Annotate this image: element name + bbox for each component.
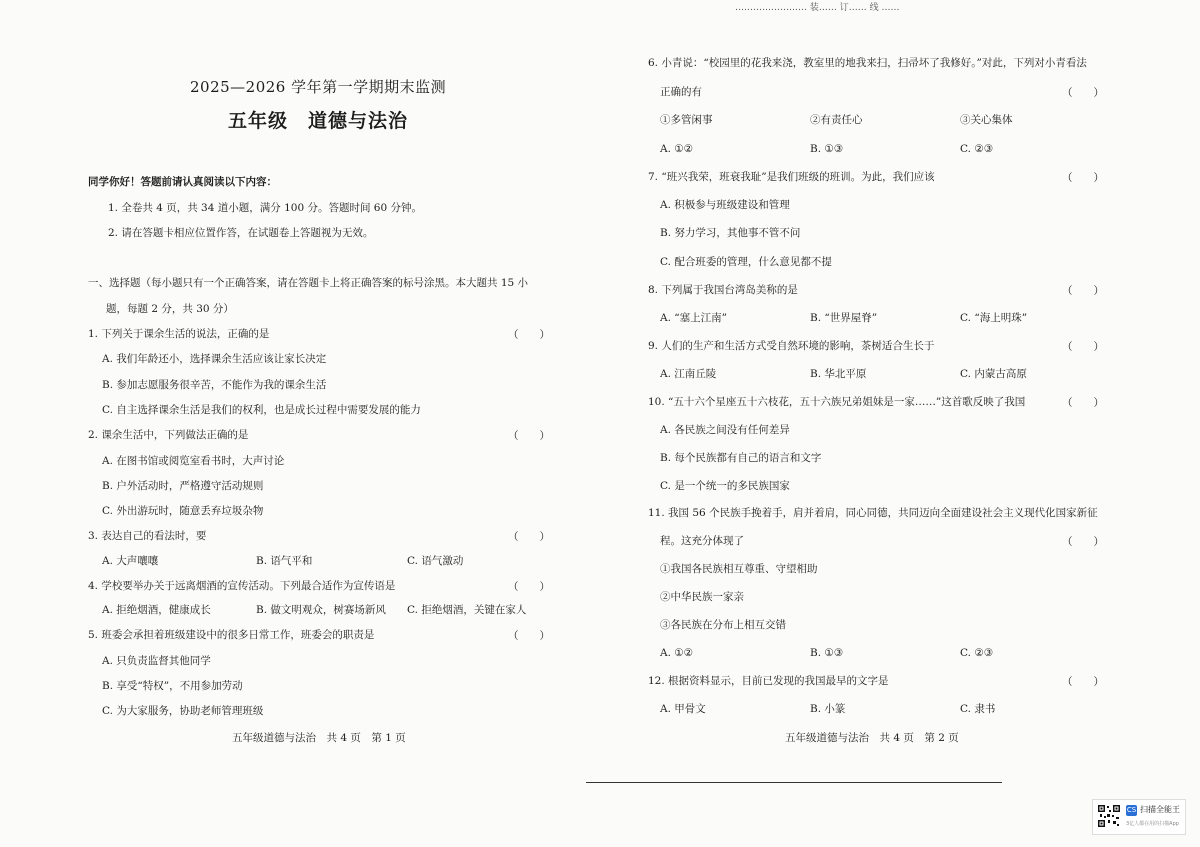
answer-bracket: （ ） <box>1062 87 1104 99</box>
greeting: 同学你好！答题前请认真阅读以下内容： <box>88 176 277 188</box>
q9-option-a: A. 江南丘陵 <box>660 368 717 380</box>
question-9-stem: 9. 人们的生产和生活方式受自然环境的影响，茶树适合生长于 <box>648 340 935 352</box>
q3-option-c: C. 语气激动 <box>407 555 464 567</box>
camscanner-logo-icon: CS <box>1126 806 1137 814</box>
q10-option-c: C. 是一个统一的多民族国家 <box>660 480 790 492</box>
q3-option-a: A. 大声嚷嚷 <box>102 555 159 567</box>
q12-option-b: B. 小篆 <box>810 703 846 715</box>
q7-option-c: C. 配合班委的管理，什么意见都不提 <box>660 256 832 268</box>
section-heading: 一、选择题（每小题只有一个正确答案，请在答题卡上将正确答案的标号涂黑。本大题共 15 小 <box>88 277 529 289</box>
question-2-stem: 2. 课余生活中，下列做法正确的是 <box>88 429 249 441</box>
scanner-watermark <box>1092 799 1186 835</box>
q8-option-b: B. “世界屋脊” <box>810 312 878 324</box>
q2-option-c: C. 外出游玩时，随意丢弃垃圾杂物 <box>102 505 264 517</box>
question-11-stem-cont: 程。这充分体现了 <box>660 535 744 547</box>
q4-option-c: C. 拒绝烟酒，关键在家人 <box>407 604 527 616</box>
q9-option-c: C. 内蒙古高原 <box>960 368 1027 380</box>
exam-subject-title: 五年级 道德与法治 <box>228 110 409 132</box>
instruction-2: 2. 请在答题卡相应位置作答，在试题卷上答题视为无效。 <box>108 227 374 239</box>
q6-statement-3: ③关心集体 <box>960 114 1013 126</box>
q11-statement-2: ②中华民族一家亲 <box>660 591 744 603</box>
question-4-stem: 4. 学校要举办关于远离烟酒的宣传活动。下列最合适作为宣传语是 <box>88 580 396 592</box>
q11-option-b: B. ①③ <box>810 647 844 659</box>
page-bottom-rule <box>586 782 1002 783</box>
question-6-stem: 6. 小青说：“校园里的花我来浇，教室里的地我来扫，扫帚坏了我修好。”对此，下列对小青看法 <box>648 57 1087 69</box>
question-10-stem: 10. “五十六个星座五十六枝花，五十六族兄弟姐妹是一家……”这首歌反映了我国 <box>648 396 1026 408</box>
answer-bracket: （ ） <box>1062 676 1104 688</box>
exam-title: 2025—2026 学年第一学期期末监测 <box>190 78 447 96</box>
q9-option-b: B. 华北平原 <box>810 368 867 380</box>
question-7-stem: 7. “班兴我荣，班衰我耻”是我们班级的班训。为此，我们应该 <box>648 171 935 183</box>
q10-option-a: A. 各民族之间没有任何差异 <box>660 424 790 436</box>
page-footer: 五年级道德与法治 共 4 页 第 2 页 <box>785 732 959 744</box>
exam-page-2 <box>600 0 1200 847</box>
scanner-tagline: 3亿人都在用的扫描App <box>1126 821 1179 827</box>
q5-option-b: B. 享受“特权”，不用参加劳动 <box>102 680 243 692</box>
instruction-1: 1. 全卷共 4 页，共 34 道小题，满分 100 分。答题时间 60 分钟。 <box>108 202 422 214</box>
answer-bracket: （ ） <box>508 430 550 442</box>
q8-option-a: A. “塞上江南” <box>660 312 727 324</box>
question-11-stem: 11. 我国 56 个民族手挽着手，肩并着肩，同心同德，共同迈向全面建设社会主义现代化国家新征 <box>648 507 1098 519</box>
q6-option-a: A. ①② <box>660 143 694 155</box>
qr-code-icon <box>1097 804 1121 828</box>
question-3-stem: 3. 表达自己的看法时，要 <box>88 530 207 542</box>
q1-option-b: B. 参加志愿服务很辛苦，不能作为我的课余生活 <box>102 379 327 391</box>
top-cut-line-fragment: …………………… 装…… 订…… 线 …… <box>735 3 900 13</box>
q1-option-c: C. 自主选择课余生活是我们的权利，也是成长过程中需要发展的能力 <box>102 404 421 416</box>
q11-option-c: C. ②③ <box>960 647 994 659</box>
answer-bracket: （ ） <box>1062 397 1104 409</box>
q7-option-a: A. 积极参与班级建设和管理 <box>660 199 790 211</box>
q5-option-a: A. 只负责监督其他同学 <box>102 655 211 667</box>
q6-option-c: C. ②③ <box>960 143 994 155</box>
q11-option-a: A. ①② <box>660 647 694 659</box>
answer-bracket: （ ） <box>508 630 550 642</box>
q3-option-b: B. 语气平和 <box>256 555 313 567</box>
q8-option-c: C. “海上明珠” <box>960 312 1028 324</box>
question-12-stem: 12. 根据资料显示，目前已发现的我国最早的文字是 <box>648 675 889 687</box>
answer-bracket: （ ） <box>1062 285 1104 297</box>
q1-option-a: A. 我们年龄还小，选择课余生活应该让家长决定 <box>102 353 327 365</box>
q10-option-b: B. 每个民族都有自己的语言和文字 <box>660 452 822 464</box>
answer-bracket: （ ） <box>1062 536 1104 548</box>
question-8-stem: 8. 下列属于我国台湾岛美称的是 <box>648 284 798 296</box>
q2-option-a: A. 在图书馆或阅览室看书时，大声讨论 <box>102 455 285 467</box>
q6-statement-2: ②有责任心 <box>810 114 863 126</box>
question-5-stem: 5. 班委会承担着班级建设中的很多日常工作，班委会的职责是 <box>88 629 375 641</box>
q12-option-c: C. 隶书 <box>960 703 996 715</box>
answer-bracket: （ ） <box>508 581 550 593</box>
q4-option-b: B. 做文明观众，树赛场新风 <box>256 604 386 616</box>
answer-bracket: （ ） <box>508 531 550 543</box>
answer-bracket: （ ） <box>1062 341 1104 353</box>
answer-bracket: （ ） <box>1062 172 1104 184</box>
q5-option-c: C. 为大家服务，协助老师管理班级 <box>102 705 264 717</box>
question-1-stem: 1. 下列关于课余生活的说法，正确的是 <box>88 328 270 340</box>
q6-option-b: B. ①③ <box>810 143 844 155</box>
q6-statement-1: ①多管闲事 <box>660 114 713 126</box>
section-heading-cont: 题，每题 2 分，共 30 分） <box>106 303 234 315</box>
answer-bracket: （ ） <box>508 329 550 341</box>
q7-option-b: B. 努力学习，其他事不管不问 <box>660 227 801 239</box>
scanner-app-name: 扫描全能王 <box>1140 805 1180 814</box>
question-6-stem-cont: 正确的有 <box>660 86 702 98</box>
q2-option-b: B. 户外活动时，严格遵守活动规则 <box>102 480 264 492</box>
q11-statement-1: ①我国各民族相互尊重、守望相助 <box>660 563 818 575</box>
q12-option-a: A. 甲骨文 <box>660 703 706 715</box>
q11-statement-3: ③各民族在分布上相互交错 <box>660 619 786 631</box>
page-footer: 五年级道德与法治 共 4 页 第 1 页 <box>232 732 406 744</box>
q4-option-a: A. 拒绝烟酒，健康成长 <box>102 604 211 616</box>
